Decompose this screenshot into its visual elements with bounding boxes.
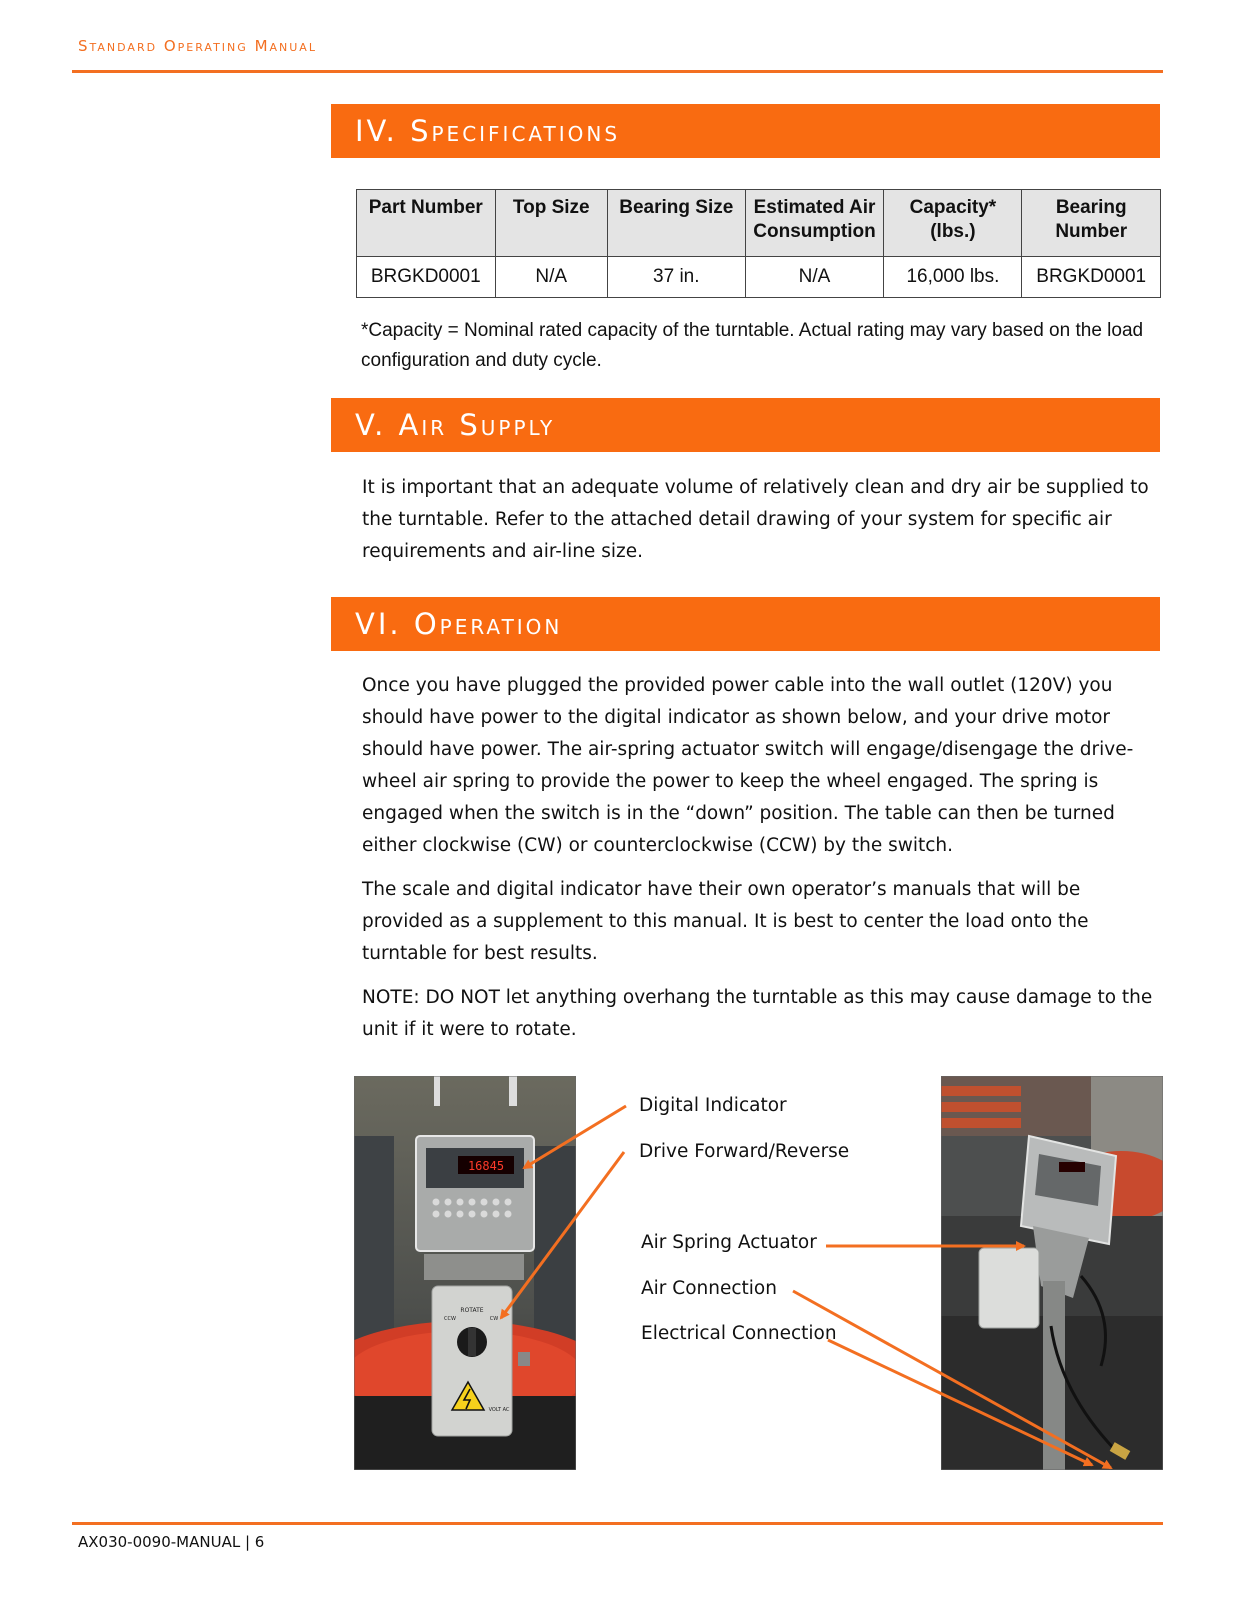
- column-header: Bearing Number: [1022, 190, 1161, 257]
- footer-divider: [72, 1522, 1163, 1525]
- column-header: Estimated Air Consumption: [745, 190, 884, 257]
- cw-label: CW: [489, 1316, 499, 1322]
- paragraph: NOTE: DO NOT let anything overhang the turntable as this may cause damage to the unit if it were to rotate.: [362, 987, 1153, 1040]
- paragraph: Once you have plugged the provided power cable into the wall outlet (120V) you should have power to the digital indicator as shown below, and your drive motor should have power. The air-spring actuator switch will engage/disengage the drive-wheel air spring to provide the power to keep the wheel engaged. The spring is engaged when the switch is in the “down” position. The table can then be turned either clockwise (CW) or counterclockwise (CCW) by the switch.: [362, 675, 1134, 856]
- table-cell: 37 in.: [607, 257, 745, 298]
- indicator-readout: 16845: [467, 1159, 505, 1173]
- volt-label: VOLT AC: [488, 1407, 510, 1413]
- air-supply-text: [362, 472, 1162, 580]
- running-header: Standard Operating Manual: [78, 37, 317, 55]
- callout-drive-forward-reverse: Drive Forward/Reverse: [639, 1141, 850, 1162]
- table-cell: BRGKD0001: [357, 257, 496, 298]
- section-title-operation: VI. Operation: [331, 597, 1160, 651]
- table-row: [357, 257, 1161, 298]
- paragraph: It is important that an adequate volume of relatively clean and dry air be supplied to the turntable. Refer to the attached detail drawing of your system for specific air requirements and air-line size.: [362, 477, 1149, 562]
- table-cell: N/A: [745, 257, 884, 298]
- operation-text: [362, 670, 1162, 1058]
- column-header: Capacity* (lbs.): [884, 190, 1022, 257]
- callout-air-spring-actuator: Air Spring Actuator: [641, 1232, 817, 1253]
- specifications-table: [356, 189, 1161, 298]
- section-title-air-supply: V. Air Supply: [331, 398, 1160, 452]
- photo-control-panel: [354, 1076, 576, 1470]
- callout-digital-indicator: Digital Indicator: [639, 1095, 787, 1116]
- header-divider: [72, 70, 1163, 73]
- table-cell: BRGKD0001: [1022, 257, 1161, 298]
- capacity-footnote: *Capacity = Nominal rated capacity of the turntable. Actual rating may vary based on the load configuration and duty cycle.: [361, 320, 1144, 371]
- footer-doc-id: AX030-0090-MANUAL | 6: [78, 1533, 265, 1551]
- column-header: Bearing Size: [607, 190, 745, 257]
- column-header: Top Size: [495, 190, 607, 257]
- photo-side-view: [941, 1076, 1163, 1470]
- switch-label: ROTATE: [460, 1307, 484, 1314]
- column-header: Part Number: [357, 190, 496, 257]
- paragraph: The scale and digital indicator have their own operator’s manuals that will be provided as a supplement to this manual. It is best to center the load onto the turntable for best results.: [362, 879, 1089, 964]
- section-title-specifications: IV. Specifications: [331, 104, 1160, 158]
- ccw-label: CCW: [444, 1316, 456, 1322]
- table-header-row: [357, 190, 1161, 257]
- table-cell: N/A: [495, 257, 607, 298]
- table-cell: 16,000 lbs.: [884, 257, 1022, 298]
- callout-air-connection: Air Connection: [641, 1278, 777, 1299]
- callout-electrical-connection: Electrical Connection: [641, 1323, 837, 1344]
